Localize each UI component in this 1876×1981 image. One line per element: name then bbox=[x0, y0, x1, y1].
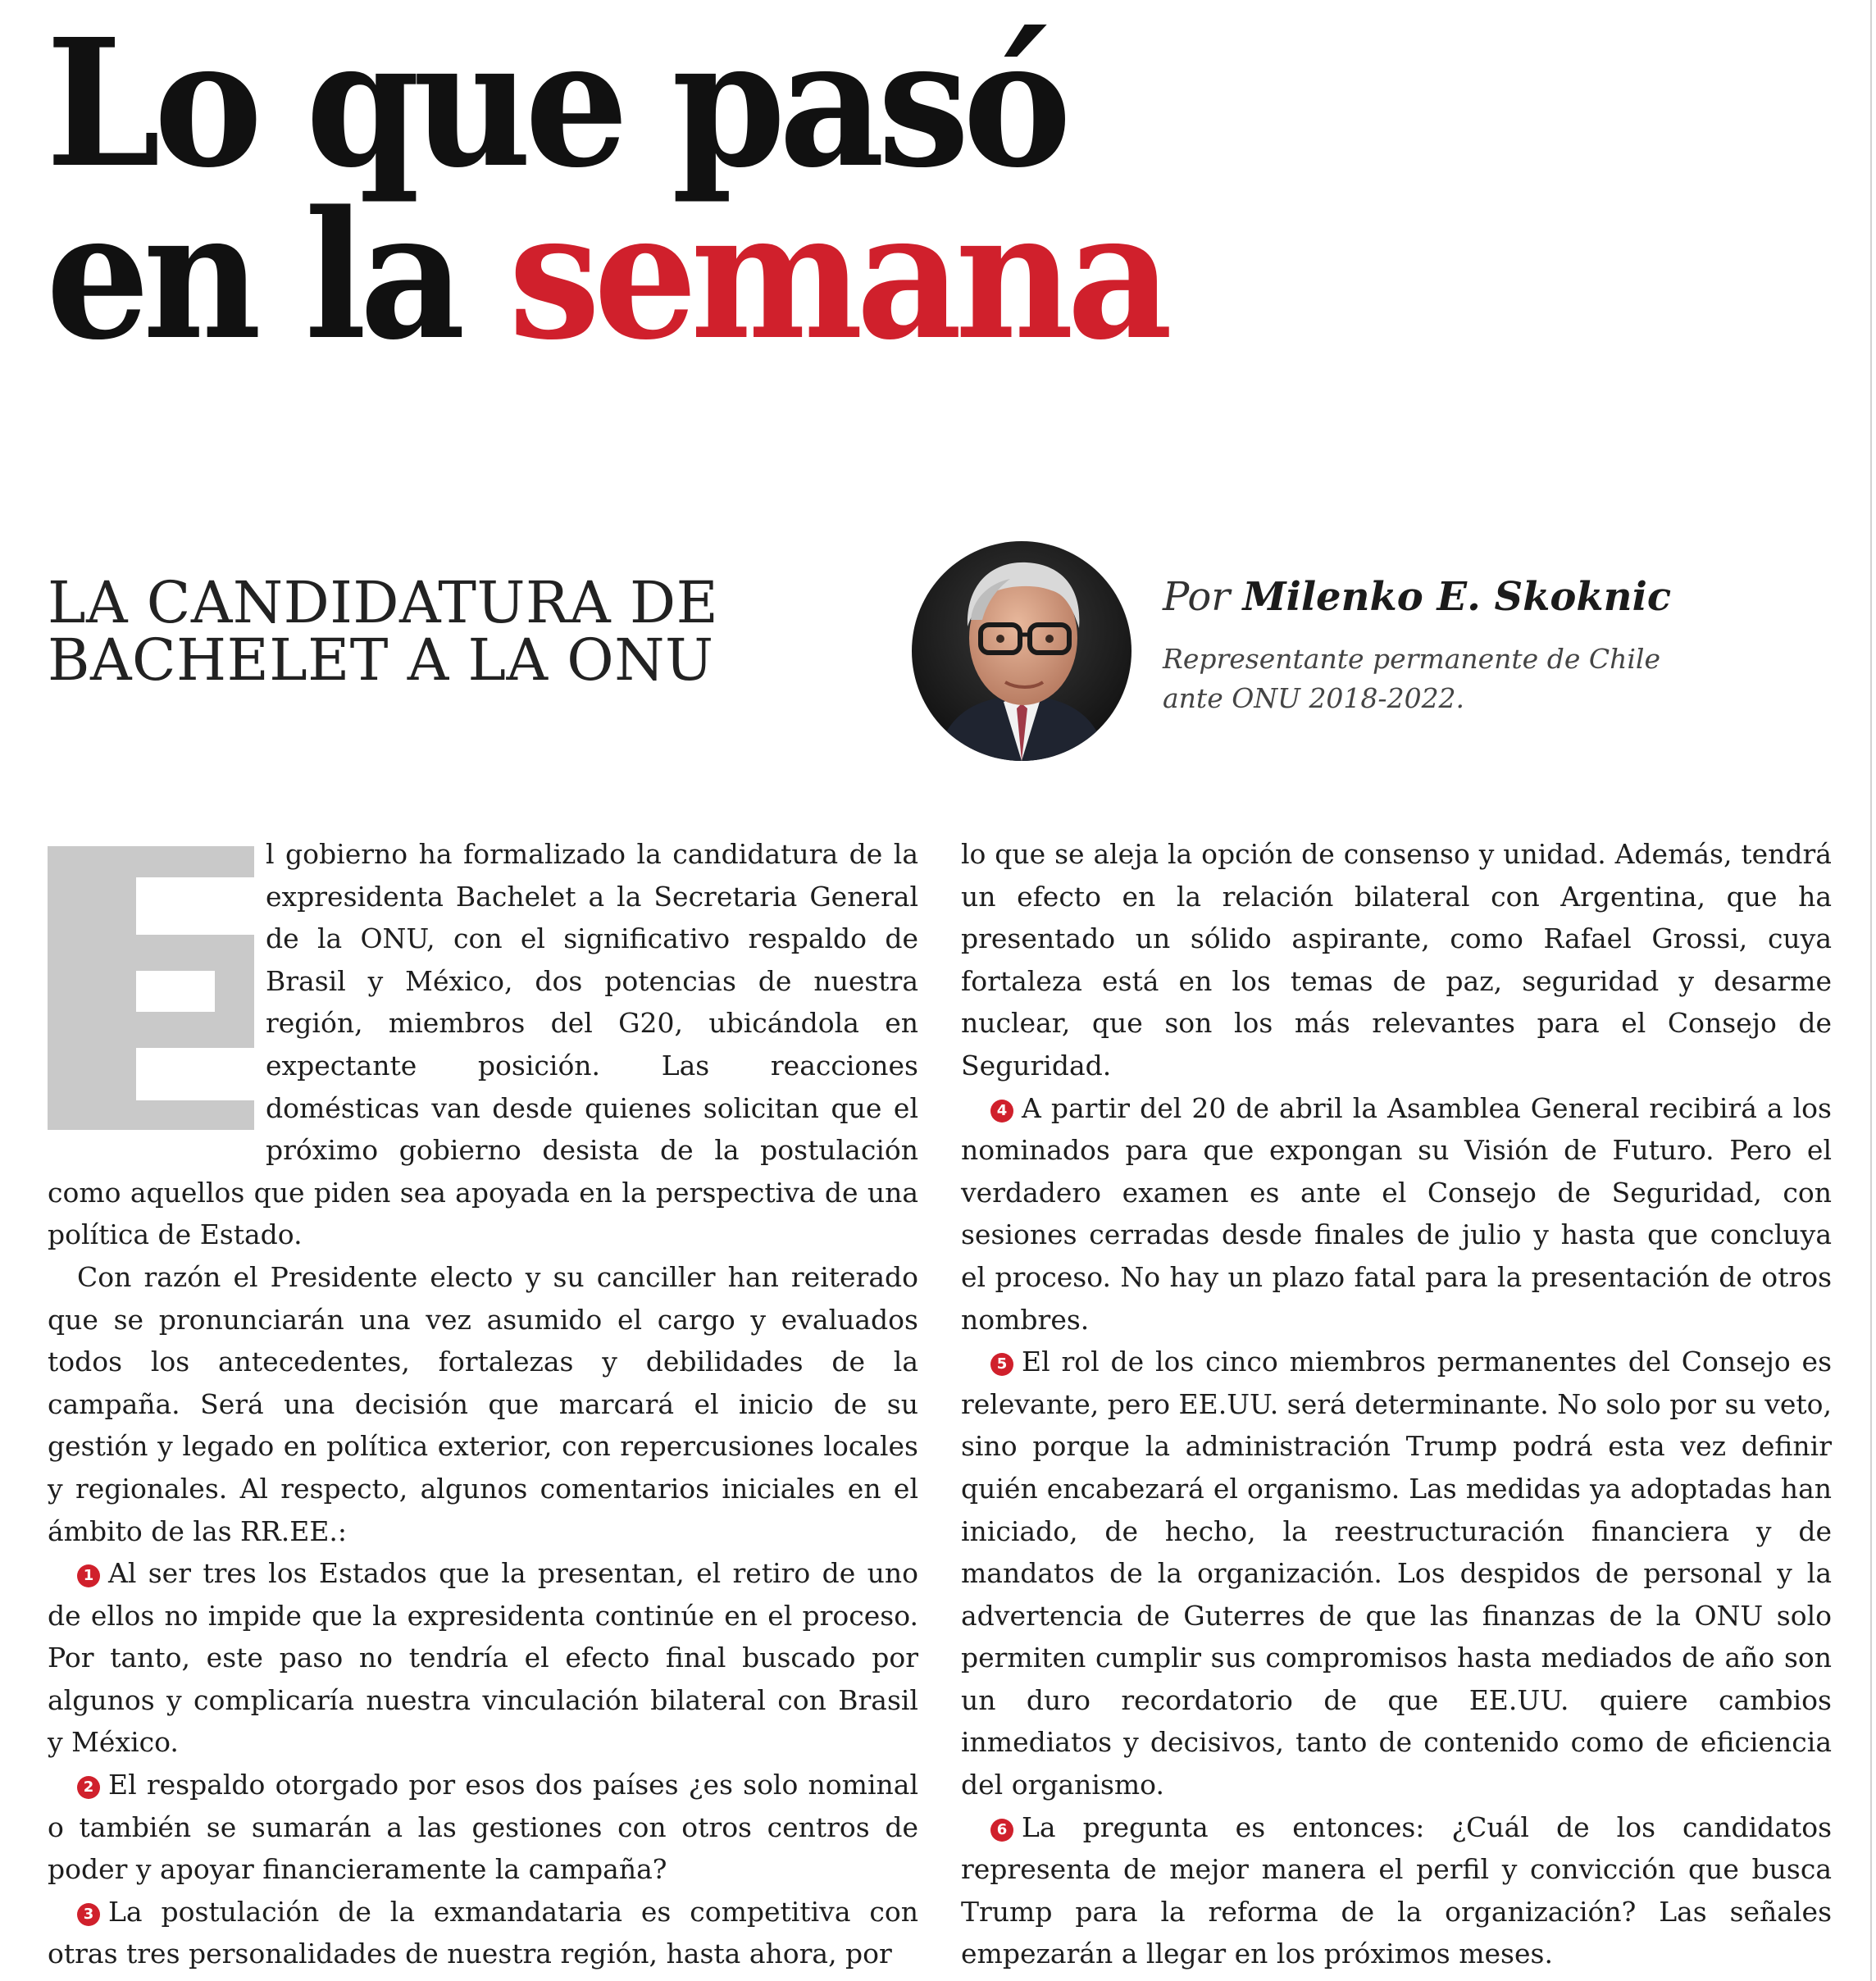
author-role bbox=[1163, 640, 1835, 718]
byline-prefix: Por bbox=[1163, 574, 1243, 620]
masthead-line-2-prefix: en la bbox=[46, 173, 509, 379]
paragraph-7-text: El rol de los cinco miembros permanentes del Consejo es relevante, pero EE.UU. será determinante. No solo por su veto, sino porque la administración Trump podrá esta vez definir quién encabezará el organismo. Las medidas ya adoptadas han iniciado, de hecho, la reestructuración financiera y de mandatos de la organización. Los despidos de personal y la advertencia de Guterres de que las finanzas de la ONU solo permiten cumplir sus compromisos hasta mediados de año son un duro recordatorio de que EE.UU. quiere cambios inmediatos y decisivos, tanto de contenido como de eficiencia del organismo. bbox=[961, 1346, 1832, 1801]
author-name: Milenko E. Skoknic bbox=[1242, 574, 1672, 620]
article-headline bbox=[48, 569, 867, 694]
marker-3: 3 bbox=[77, 1903, 100, 1926]
article-column-2 bbox=[961, 833, 1832, 1975]
article-column-1 bbox=[48, 833, 918, 1975]
paragraph-8 bbox=[961, 1806, 1832, 1975]
masthead-line-2 bbox=[46, 173, 1166, 379]
drop-cap bbox=[48, 846, 254, 1130]
paragraph-2: Con razón el Presidente electo y su canciller han reiterado que se pronunciarán una vez asumido el cargo y evaluados todos los antecedentes, fortalezas y debilidades de la campaña. Será una decisión que marcará el inicio de su gestión y legado en política exterior, con repercusiones locales y regionales. Al respecto, algunos comentarios iniciales en el ámbito de las RR.EE.: bbox=[48, 1260, 918, 1547]
marker-6: 6 bbox=[990, 1819, 1013, 1842]
page-edge-rule bbox=[1870, 0, 1872, 1981]
paragraph-6-text: A partir del 20 de abril la Asamblea General recibirá a los nominados para que expongan su Visión de Futuro. Pero el verdadero examen es ante el Consejo de Seguridad, con sesiones cerradas desde finales de julio y hasta que concluya el proceso. No hay un plazo fatal para la presentación de otros nombres. bbox=[961, 1091, 1832, 1336]
paragraph-3 bbox=[48, 1552, 918, 1764]
paragraph-5-text-part-1: La postulación de la exmandataria es competitiva con otras tres personalidades de nuestra región, hasta ahora, por bbox=[48, 1895, 918, 1970]
author-role-line-1: Representante permanente de Chile bbox=[1163, 643, 1660, 675]
masthead-accent-word: semana bbox=[508, 173, 1166, 379]
marker-5: 5 bbox=[990, 1353, 1013, 1376]
section-masthead bbox=[46, 1, 1166, 379]
headline-line-1: LA CANDIDATURA DE bbox=[48, 569, 719, 636]
marker-2: 2 bbox=[77, 1776, 100, 1799]
paragraph-8-text: La pregunta es entonces: ¿Cuál de los candidatos representa de mejor manera el perfil y convicción que busca Trump para la reforma de la organización? Las señales empezarán a llegar en los próximos meses. bbox=[961, 1810, 1832, 1970]
paragraph-1-text: l gobierno ha formalizado la candidatura de la expresidenta Bachelet a la Secretaria General de la ONU, con el significativo respaldo de Brasil y México, dos potencias de nuestra región, miembros del G20, ubicándola en expectante posición. Las reacciones domésticas van desde quienes solicitan que el próximo gobierno desista de la postulación como aquellos que piden sea apoyada en la perspectiva de una política de Estado. bbox=[48, 838, 918, 1251]
byline-text bbox=[1163, 572, 1835, 622]
marker-1: 1 bbox=[77, 1564, 100, 1587]
paragraph-5-continued: lo que se aleja la opción de consenso y unidad. Además, tendrá un efecto en la relación bilateral con Argentina, que ha presentado un sólido aspirante, como Rafael Grossi, cuya fortaleza está en los temas de paz, seguridad y desarme nuclear, que son los más relevantes para el Consejo de Seguridad. bbox=[961, 838, 1832, 1082]
paragraph-6 bbox=[961, 1087, 1832, 1341]
paragraph-7 bbox=[961, 1341, 1832, 1806]
paragraph-3-text: Al ser tres los Estados que la presentan, el retiro de uno de ellos no impide que la expresidenta continúe en el proceso. Por tanto, este paso no tendría el efecto final buscado por algunos y complicaría nuestra vinculación bilateral con Brasil y México. bbox=[48, 1557, 918, 1759]
author-portrait bbox=[912, 541, 1132, 761]
paragraph-4-text: El respaldo otorgado por esos dos países ¿es solo nominal o también se sumarán a las gestiones con otros centros de poder y apoyar financieramente la campaña? bbox=[48, 1769, 918, 1886]
author-role-line-2: ante ONU 2018-2022. bbox=[1163, 682, 1465, 714]
masthead-line-1: Lo que pasó bbox=[46, 1, 1065, 207]
paragraph-4 bbox=[48, 1764, 918, 1891]
author-byline bbox=[1163, 572, 1835, 718]
paragraph-5-start bbox=[48, 1891, 918, 1975]
headline-line-2: BACHELET A LA ONU bbox=[48, 626, 714, 694]
marker-4: 4 bbox=[990, 1100, 1013, 1123]
drop-cap-letter-shape bbox=[48, 846, 254, 1130]
